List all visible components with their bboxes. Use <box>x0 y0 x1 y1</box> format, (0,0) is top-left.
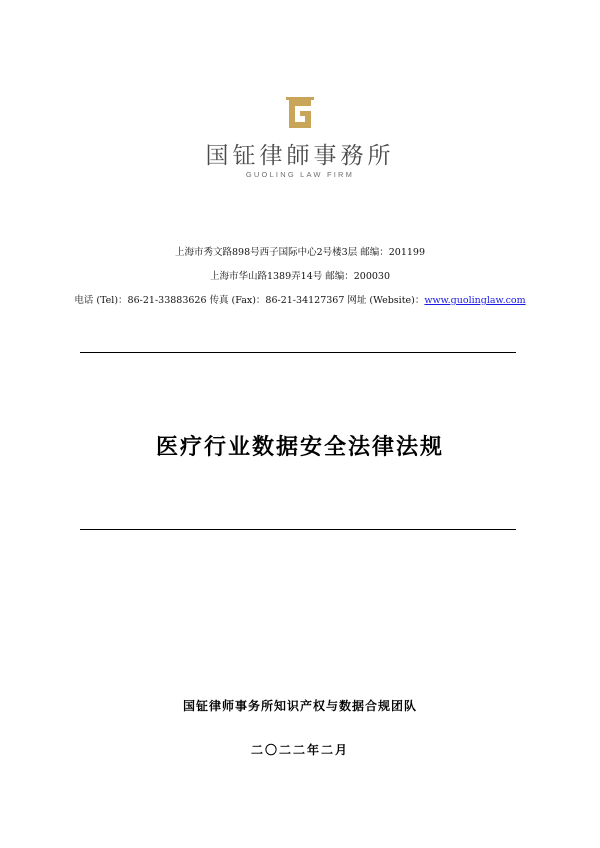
firm-name-en: GUOLING LAW FIRM <box>245 170 355 179</box>
firm-logo-icon <box>283 96 317 132</box>
address-line-2: 上海市华山路1389弄14号 邮编：200030 <box>209 271 391 282</box>
top-divider <box>80 352 516 353</box>
address-line-1: 上海市秀文路898号西子国际中心2号楼3层 邮编：201199 <box>174 247 425 258</box>
website-link[interactable]: www.guolinglaw.com <box>424 295 526 306</box>
firm-name-cn: 国钲律師事務所 <box>205 143 395 169</box>
document-date: 二〇二二年二月 <box>250 743 349 757</box>
team-name: 国钲律师事务所知识产权与数据合规团队 <box>182 699 417 713</box>
bottom-divider <box>80 529 516 530</box>
phone-fax-text: 电话 (Tel)：86-21-33883626 传真 (Fax)：86-21-34127367 网址 (Website)： <box>74 295 425 306</box>
document-title: 医疗行业数据安全法律法规 <box>155 434 444 460</box>
contact-line <box>0 292 600 306</box>
